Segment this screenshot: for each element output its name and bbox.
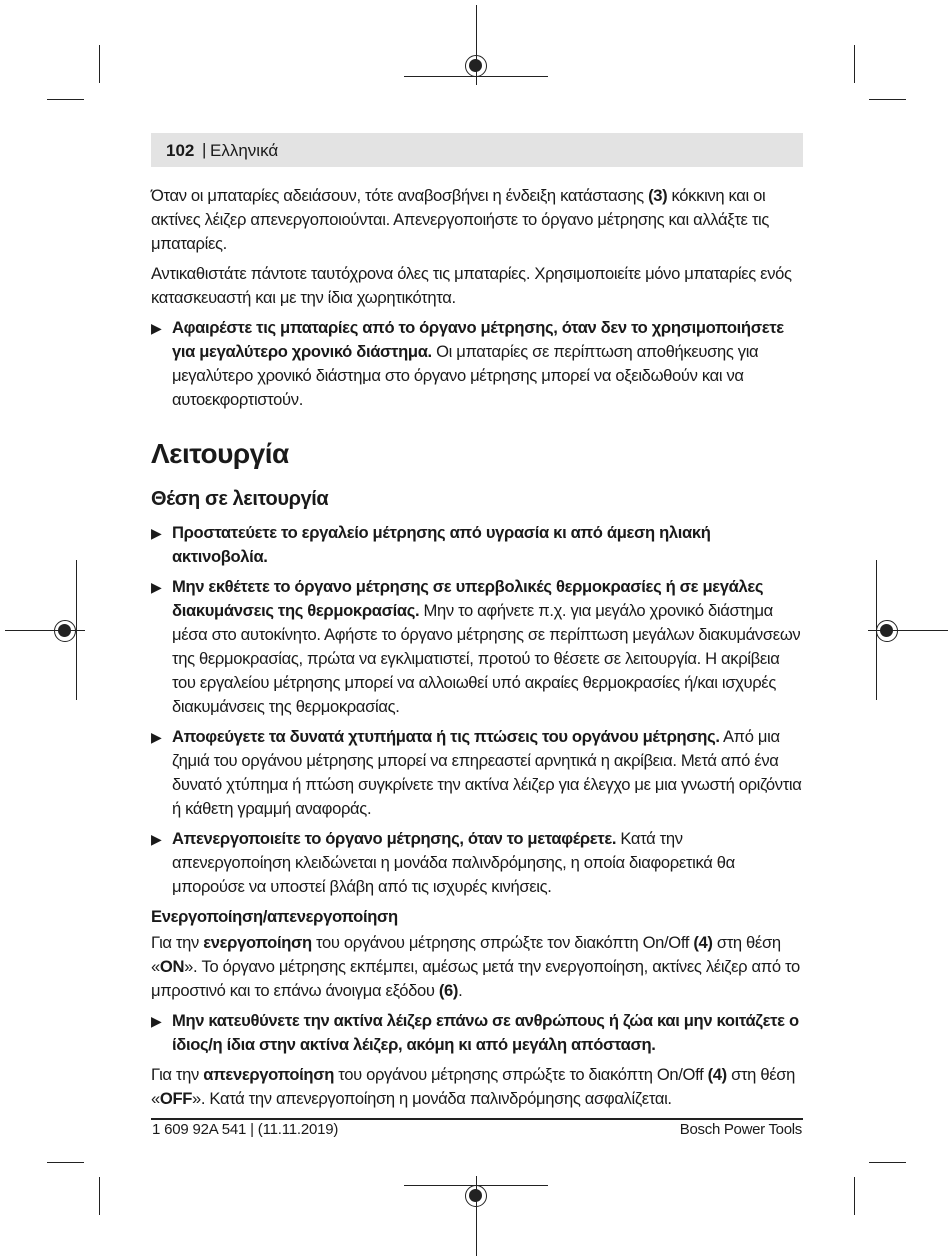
text-run: στη θέση « (151, 1065, 796, 1108)
registration-mark-icon (876, 620, 898, 642)
page-number: 102 (166, 141, 195, 160)
crop-mark (99, 1177, 100, 1215)
text-run: Για την (151, 1065, 204, 1084)
bold-run: ON (159, 957, 185, 976)
paragraph-switch-on (151, 931, 803, 1003)
bold-run: ενεργοποίηση (203, 933, 312, 952)
crop-mark (47, 99, 84, 100)
text-run: του οργάνου μέτρησης σπρώξτε τον διακόπτη On/Off (311, 933, 694, 952)
page-content (151, 184, 803, 1117)
bullet-bold-text: Απενεργοποιείτε το όργανο μέτρησης, όταν το μεταφέρετε. (172, 829, 617, 848)
ref-number: (6) (438, 981, 459, 1000)
text-run: του οργάνου μέτρησης σπρώξτε το διακόπτη On/Off (334, 1065, 708, 1084)
text-run: Όταν οι μπαταρίες αδειάσουν, τότε αναβοσβήνει η ένδειξη κατάστασης (151, 186, 649, 205)
footer-divider (151, 1118, 803, 1120)
page-header (151, 133, 803, 167)
list-item (151, 725, 803, 821)
bullet-text: Μην το αφήνετε π.χ. για μεγάλο χρονικό διάστημα μέσα στο αυτοκίνητο. Αφήστε το όργανο μέτρησης σε περίπτωση μεγάλων διακυμάνσεων της θερμοκρασίας, πρώτα να εγκλιματιστεί, προτού το θέσετε σε λειτουργία. Η ακρίβεια του εργαλείου μέτρησης μπορεί να αλλοιωθεί υπό ακραίες θερμοκρασίες ή/και ισχυρές διακυμάνσεις της θερμοκρασίας. (172, 601, 801, 716)
registration-mark-icon (54, 620, 76, 642)
registration-mark-icon (465, 55, 487, 77)
footer-brand: Bosch Power Tools (679, 1121, 802, 1138)
bullet-arrow-icon: ▶ (151, 729, 162, 745)
ref-number: (4) (707, 1065, 727, 1084)
paragraph-battery-replace: Αντικαθιστάτε πάντοτε ταυτόχρονα όλες τις μπαταρίες. Χρησιμοποιείτε μόνο μπαταρίες ενός κατασκευαστή και με την ίδια χωρητικότητα. (151, 264, 792, 307)
crop-mark (869, 1162, 906, 1163)
bullet-bold-text: Μην κατευθύνετε την ακτίνα λέιζερ επάνω σε ανθρώπους ή ζώα και μην κοιτάζετε ο ίδιος/η ίδια στην ακτίνα λέιζερ, ακόμη κι από μεγάλη απόσταση. (172, 1011, 799, 1054)
text-run: ». Το όργανο μέτρησης εκπέμπει, αμέσως μετά την ενεργοποίηση, ακτίνες λέιζερ από το μπροστινό και το επάνω άνοιγμα εξόδου (151, 957, 800, 1000)
bullet-arrow-icon: ▶ (151, 579, 162, 595)
text-run: ». Κατά την απενεργοποίηση η μονάδα παλινδρόμησης ασφαλίζεται. (192, 1089, 672, 1108)
bold-run: απενεργοποίηση (203, 1065, 334, 1084)
bullet-arrow-icon: ▶ (151, 320, 162, 336)
bold-run: OFF (159, 1089, 193, 1108)
text-run: . (458, 981, 463, 1000)
footer-document-id: 1 609 92A 541 | (11.11.2019) (152, 1121, 339, 1138)
crop-mark (869, 99, 906, 100)
ref-number: (3) (648, 186, 668, 205)
paragraph-switch-off (151, 1063, 803, 1111)
subsection-title: Θέση σε λειτουργία (151, 488, 329, 510)
bullet-bold-text: Αφαιρέστε τις μπαταρίες από το όργανο μέτρησης, όταν δεν το χρησιμοποιήσετε για μεγαλύτερο χρονικό διάστημα. (172, 318, 784, 361)
ref-number: (4) (693, 933, 713, 952)
bullet-bold-text: Μην εκθέτετε το όργανο μέτρησης σε υπερβολικές θερμοκρασίες ή σε μεγάλες διακυμάνσεις της θερμοκρασίας. (172, 577, 764, 620)
crop-mark (854, 45, 855, 83)
crop-mark (99, 45, 100, 83)
header-language: Ελληνικά (210, 141, 279, 160)
list-item (151, 521, 803, 569)
text-run: στη θέση « (151, 933, 781, 976)
bullet-arrow-icon: ▶ (151, 831, 162, 847)
list-item (151, 827, 803, 899)
header-separator: | (202, 140, 207, 159)
bullet-text: Οι μπαταρίες σε περίπτωση αποθήκευσης για μεγαλύτερο χρονικό διάστημα στο όργανο μέτρησης μπορεί να οξειδωθούν και να αυτοεκφορτιστούν. (172, 342, 759, 409)
registration-mark-icon (465, 1185, 487, 1207)
list-item (151, 316, 803, 412)
crop-mark (47, 1162, 84, 1163)
bullet-text: Κατά την απενεργοποίηση κλειδώνεται η μονάδα παλινδρόμησης, η οποία διαφορετικά θα μπορούσε να υποστεί βλάβη από τις ισχυρές κινήσεις. (172, 829, 735, 896)
bullet-arrow-icon: ▶ (151, 1013, 162, 1029)
bullet-bold-text: Αποφεύγετε τα δυνατά χτυπήματα ή τις πτώσεις του οργάνου μέτρησης. (172, 727, 720, 746)
text-run: Για την (151, 933, 204, 952)
section-title: Λειτουργία (151, 438, 289, 469)
bullet-arrow-icon: ▶ (151, 525, 162, 541)
list-item (151, 575, 803, 719)
crop-mark (854, 1177, 855, 1215)
list-item (151, 1009, 803, 1057)
bullet-bold-text: Προστατεύετε το εργαλείο μέτρησης από υγρασία κι από άμεση ηλιακή ακτινοβολία. (172, 523, 711, 566)
text-run: κόκκινη και οι ακτίνες λέιζερ απενεργοποιούνται. Απενεργοποιήστε το όργανο μέτρησης και αλλάξτε τις μπαταρίες. (151, 186, 770, 253)
paragraph-battery-empty (151, 184, 803, 256)
bullet-text: Από μια ζημιά του οργάνου μέτρησης μπορεί να επηρεαστεί αρνητικά η ακρίβεια. Μετά από ένα δυνατό χτύπημα ή πτώση συγκρίνετε την ακτίνα λέιζερ για έλεγχο με μια γνωστή οριζόντια ή κάθετη γραμμή αναφοράς. (172, 727, 802, 818)
onoff-title: Ενεργοποίηση/απενεργοποίηση (151, 907, 398, 926)
